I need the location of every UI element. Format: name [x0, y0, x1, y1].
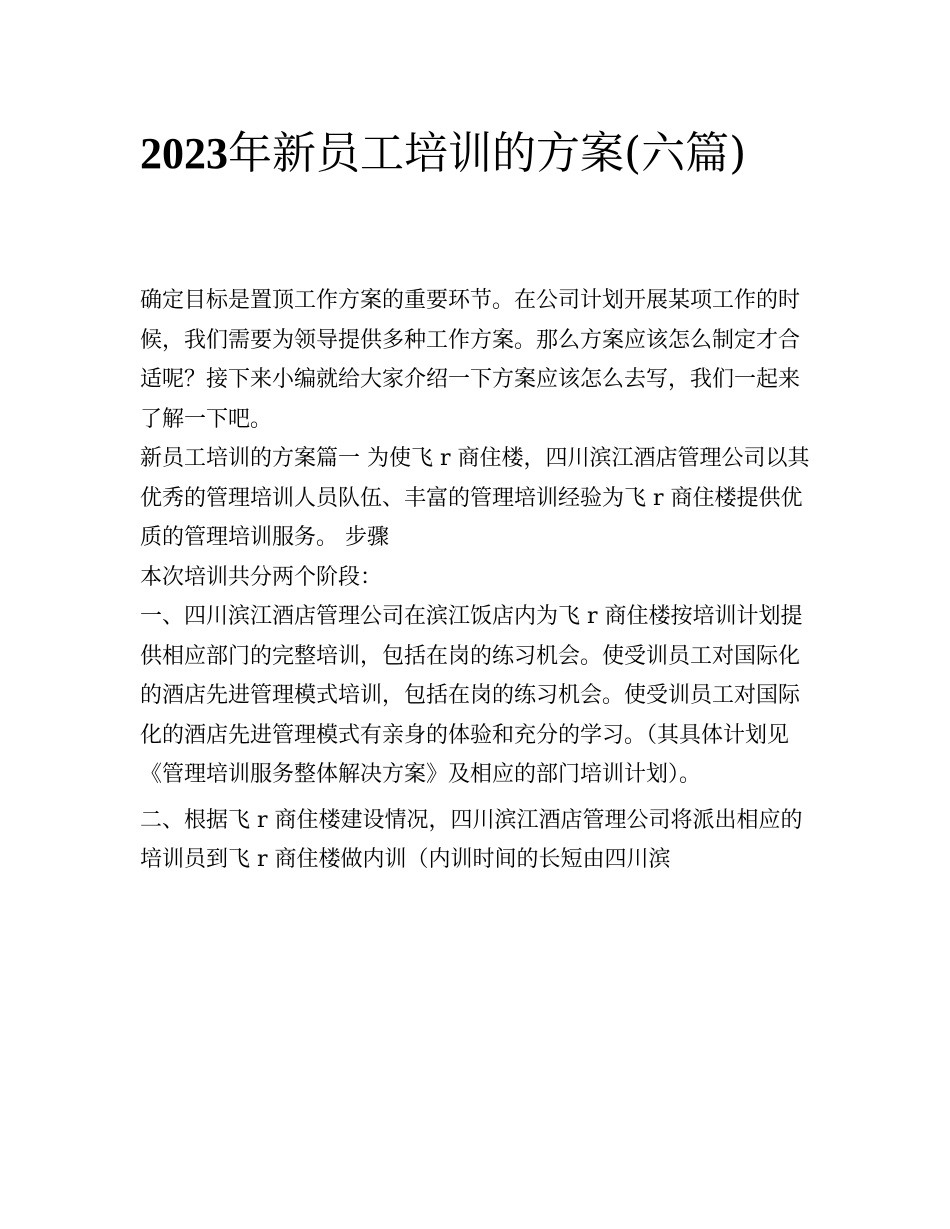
title-text: 年新员工培训的方案(六篇)	[228, 128, 747, 179]
stage-two-paragraph: 二、根据飞 r 商住楼建设情况，四川滨江酒店管理公司将派出相应的培训员到飞 r 商住楼做内训（内训时间的长短由四川滨	[140, 807, 803, 872]
stage-one-paragraph: 一、四川滨江酒店管理公司在滨江饭店内为飞 r 商住楼按培训计划提供相应部门的完整培训，包括在岗的练习机会。使受训员工对国际化的酒店先进管理模式培训，包括在岗的练习机会。使受训员工对国际化的酒店先进管理模式有亲身的体验和充分的学习。（其具体计划见《管理培训服务整体解决方案》及相应的部门培训计划）。	[140, 604, 803, 787]
title-year: 2023	[140, 129, 228, 178]
intro-paragraph: 确定目标是置顶工作方案的重要环节。在公司计划开展某项工作的时候，我们需要为领导提供多种工作方案。那么方案应该怎么制定才合适呢？接下来小编就给大家介绍一下方案应该怎么去写，我们一起来了解一下吧。	[140, 288, 801, 432]
section-one-paragraph: 新员工培训的方案篇一 为使飞 r 商住楼，四川滨江酒店管理公司以其优秀的管理培训人员队伍、丰富的管理培训经验为飞 r 商住楼提供优质的管理培训服务。 步骤	[140, 446, 810, 550]
document-body	[140, 281, 812, 880]
stages-paragraph: 本次培训共分两个阶段：	[140, 564, 383, 590]
document-title	[140, 118, 820, 190]
